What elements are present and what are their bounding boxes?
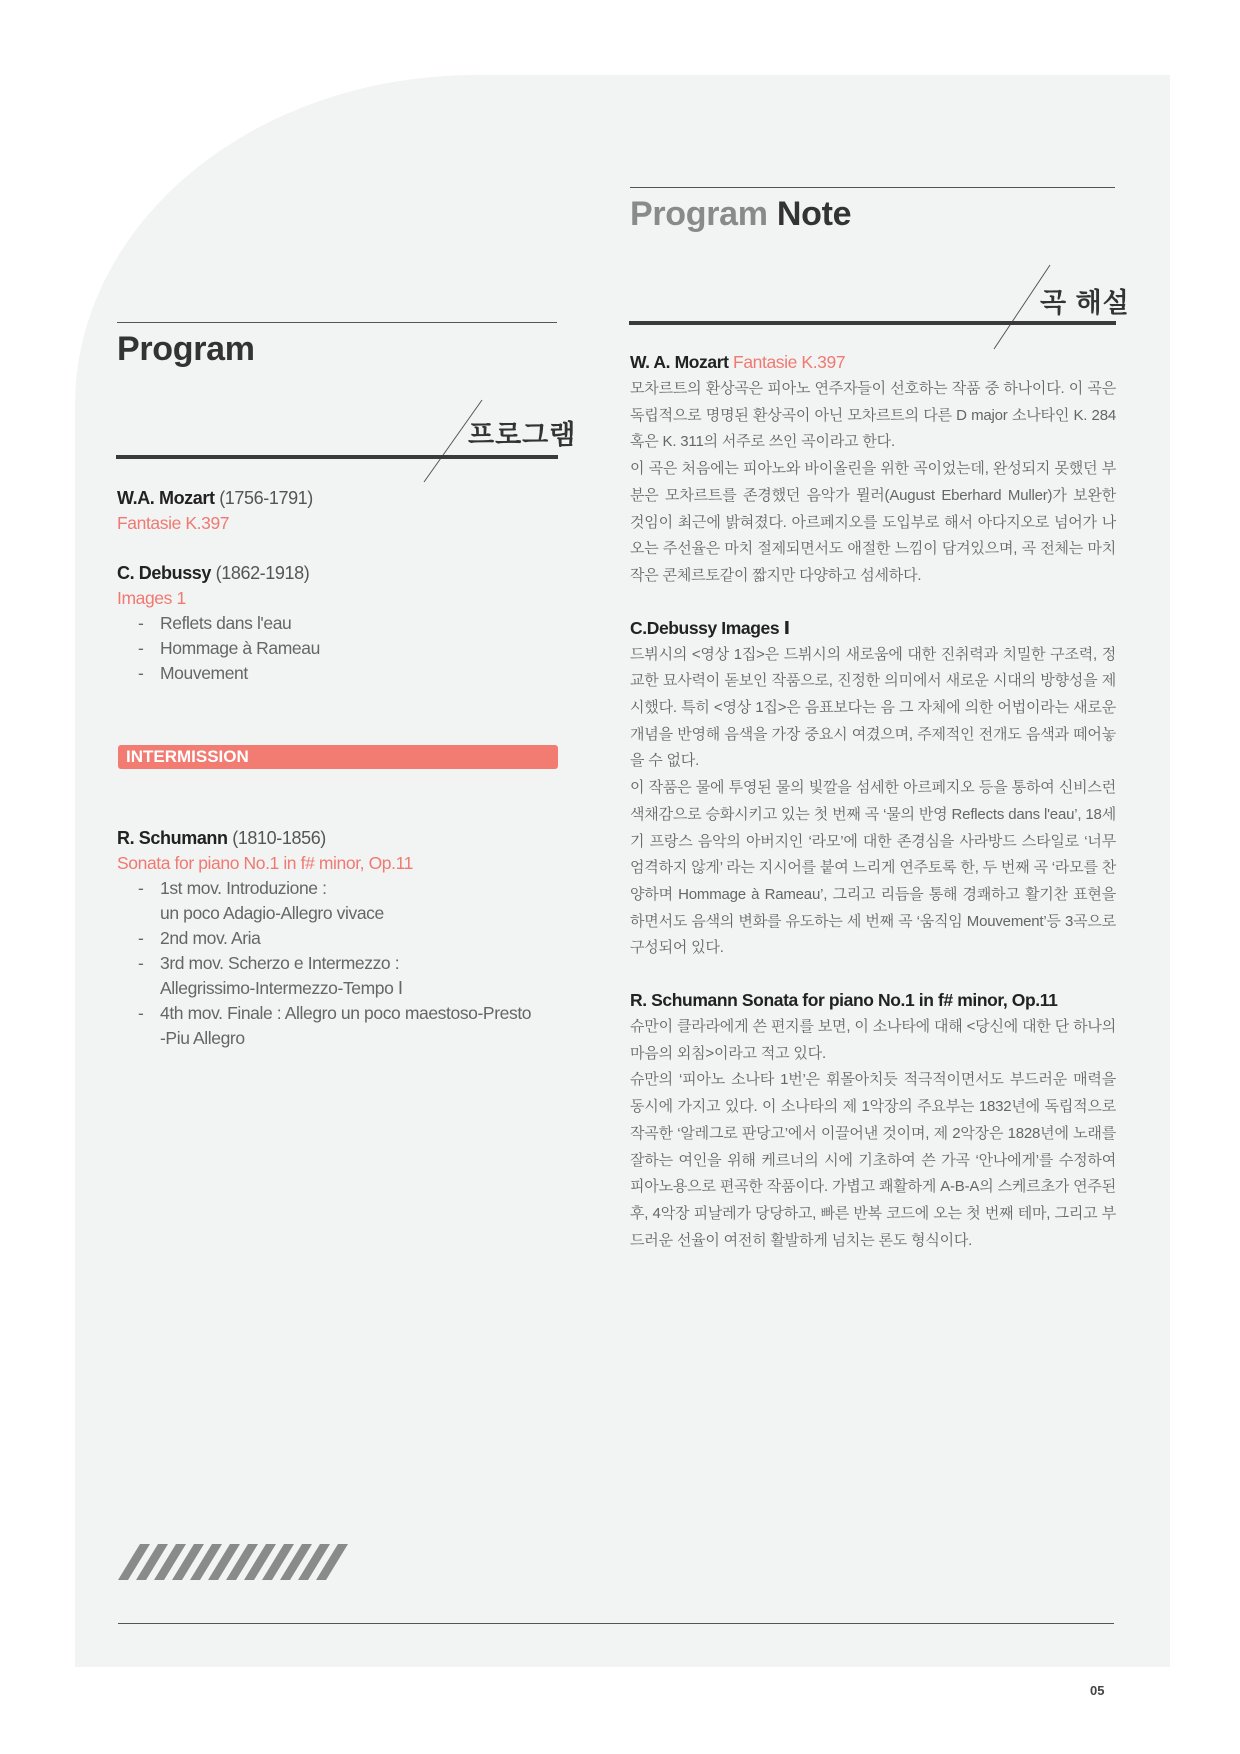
intermission-bar: INTERMISSION [118, 745, 558, 769]
note-section-debussy [630, 615, 1116, 962]
note-korean-title: 곡 해설 [1040, 288, 1130, 318]
movement-item: - 3rd mov. Scherzo e Intermezzo : Allegrissimo-Intermezzo-Tempo Ⅰ [117, 951, 577, 1001]
note-section-mozart [630, 349, 1116, 590]
note-heading: C.Debussy Images Ⅰ [630, 617, 790, 638]
note-heading: R. Schumann Sonata for piano No.1 in f# minor, Op.11 [630, 990, 1058, 1011]
note-text: 드뷔시의 <영상 1집>은 드뷔시의 새로움에 대한 진취력과 치밀한 구조력, 정교한 묘사력이 돋보인 작품으로, 진정한 의미에서 새로운 시대의 방향성을 제시했다. 특히 <영상 1집>은 음표보다는 음 그 자체에 의한 어법이라는 새로운 개념을 반영해 음색을 가장 중요시 여겼으며, 주제적인 전개도 음색과 떼어놓을 수 없다. 이 작품은 물에 투영된 물의 빛깔을 섬세한 아르페지오 등을 통하여 신비스런 색채감으로 승화시키고 있는 첫 번째 곡 ‘물의 반영 Reflects dans l'eau’, 18세기 프랑스 음악의 아버지인 ‘라모’에 대한 존경심을 사라방드 스타일로 ‘너무 엄격하지 않게’ 라는 지시어를 붙여 느리게 연주토록 한, 두 번째 곡 ‘라모를 찬양하며 Hommage à Rameau’, 그리고 리듬을 통해 경쾌하고 활기찬 표현을 하면서도 음색의 변화를 유도하는 세 번째 곡 ‘움직임 Mouvement’등 3곡으로 구성되어 있다. [630, 645, 1116, 957]
movement-item: - Reflets dans l'eau [117, 611, 567, 636]
page-number: 05 [1090, 1683, 1105, 1698]
composer-line: C. Debussy (1862-1918) [117, 563, 310, 583]
movement-item: - Hommage à Rameau [117, 636, 567, 661]
note-text: 모차르트의 환상곡은 피아노 연주자들이 선호하는 작품 중 하나이다. 이 곡은 독립적으로 명명된 환상곡이 아닌 모차르트의 다른 D major 소나타인 K. 284 혹은 K. 311의 서주로 쓰인 곡이라고 한다. 이 곡은 처음에는 피아노와 바이올린을 위한 곡이었는데, 완성되지 못했던 부분은 모차르트를 존경했던 음악가 뮐러(August Eberhard Muller)가 보완한 것임이 최근에 밝혀졌다. 아르페지오를 도입부로 해서 아다지오로 넘어가 나오는 주선율은 마치 절제되면서도 애절한 느낌이 담겨있으며, 곡 전체는 마치 작은 콘체르토같이 짧지만 다양하고 섬세하다. [630, 380, 1116, 584]
movement-item: - 2nd mov. Aria [117, 926, 577, 951]
footer-rule [118, 1623, 1114, 1624]
program-item-debussy [117, 561, 567, 686]
program-note-title: Program Note [630, 195, 852, 233]
program-note-body [630, 349, 1116, 1254]
program-list-before [117, 486, 567, 686]
composer-line: R. Schumann (1810-1856) [117, 828, 326, 848]
movement-list [117, 876, 577, 1051]
note-top-rule [630, 187, 1115, 188]
work-title: Sonata for piano No.1 in f# minor, Op.11 [117, 853, 413, 873]
diagonal-stripes-decoration [118, 1540, 350, 1584]
note-heading-rule [629, 321, 1116, 325]
note-section-schumann [630, 987, 1116, 1254]
note-heading: W. A. Mozart Fantasie K.397 [630, 352, 846, 372]
program-korean-title: 프로그램 [468, 420, 577, 450]
work-title: Fantasie K.397 [117, 513, 230, 533]
program-item-mozart [117, 486, 567, 536]
program-heading-rule [116, 455, 558, 459]
movement-item: - Mouvement [117, 661, 567, 686]
movement-item: - 4th mov. Finale : Allegro un poco maestoso-Presto -Piu Allegro [117, 1001, 577, 1051]
program-list-after [117, 826, 577, 1051]
movement-list [117, 611, 567, 686]
program-title: Program [117, 330, 255, 368]
work-title: Images 1 [117, 588, 186, 608]
note-text: 슈만이 클라라에게 쓴 편지를 보면, 이 소나타에 대해 <당신에 대한 단 하나의 마음의 외침>이라고 적고 있다. 슈만의 ‘피아노 소나타 1번’은 휘몰아치듯 적극적이면서도 부드러운 매력을 동시에 가지고 있다. 이 소나타의 제 1악장의 주요부는 1832년에 독립적으로 작곡한 ‘알레그로 판당고’에서 이끌어낸 것이며, 제 2악장은 1828년에 노래를 잘하는 여인을 위해 케르너의 시에 기초하여 쓴 가곡 ‘안나에게’를 수정하여 피아노용으로 편곡한 작품이다. 가볍고 쾌활하게 A-B-A의 스케르초가 연주된 후, 4악장 피날레가 당당하고, 빠른 반복 코드에 오는 첫 번째 테마, 그리고 부드러운 선율이 여전히 활발하게 넘치는 론도 형식이다. [630, 1018, 1116, 1249]
movement-item: - 1st mov. Introduzione : un poco Adagio-Allegro vivace [117, 876, 577, 926]
composer-line: W.A. Mozart (1756-1791) [117, 488, 313, 508]
program-top-rule [117, 322, 557, 323]
program-item-schumann [117, 826, 577, 1051]
